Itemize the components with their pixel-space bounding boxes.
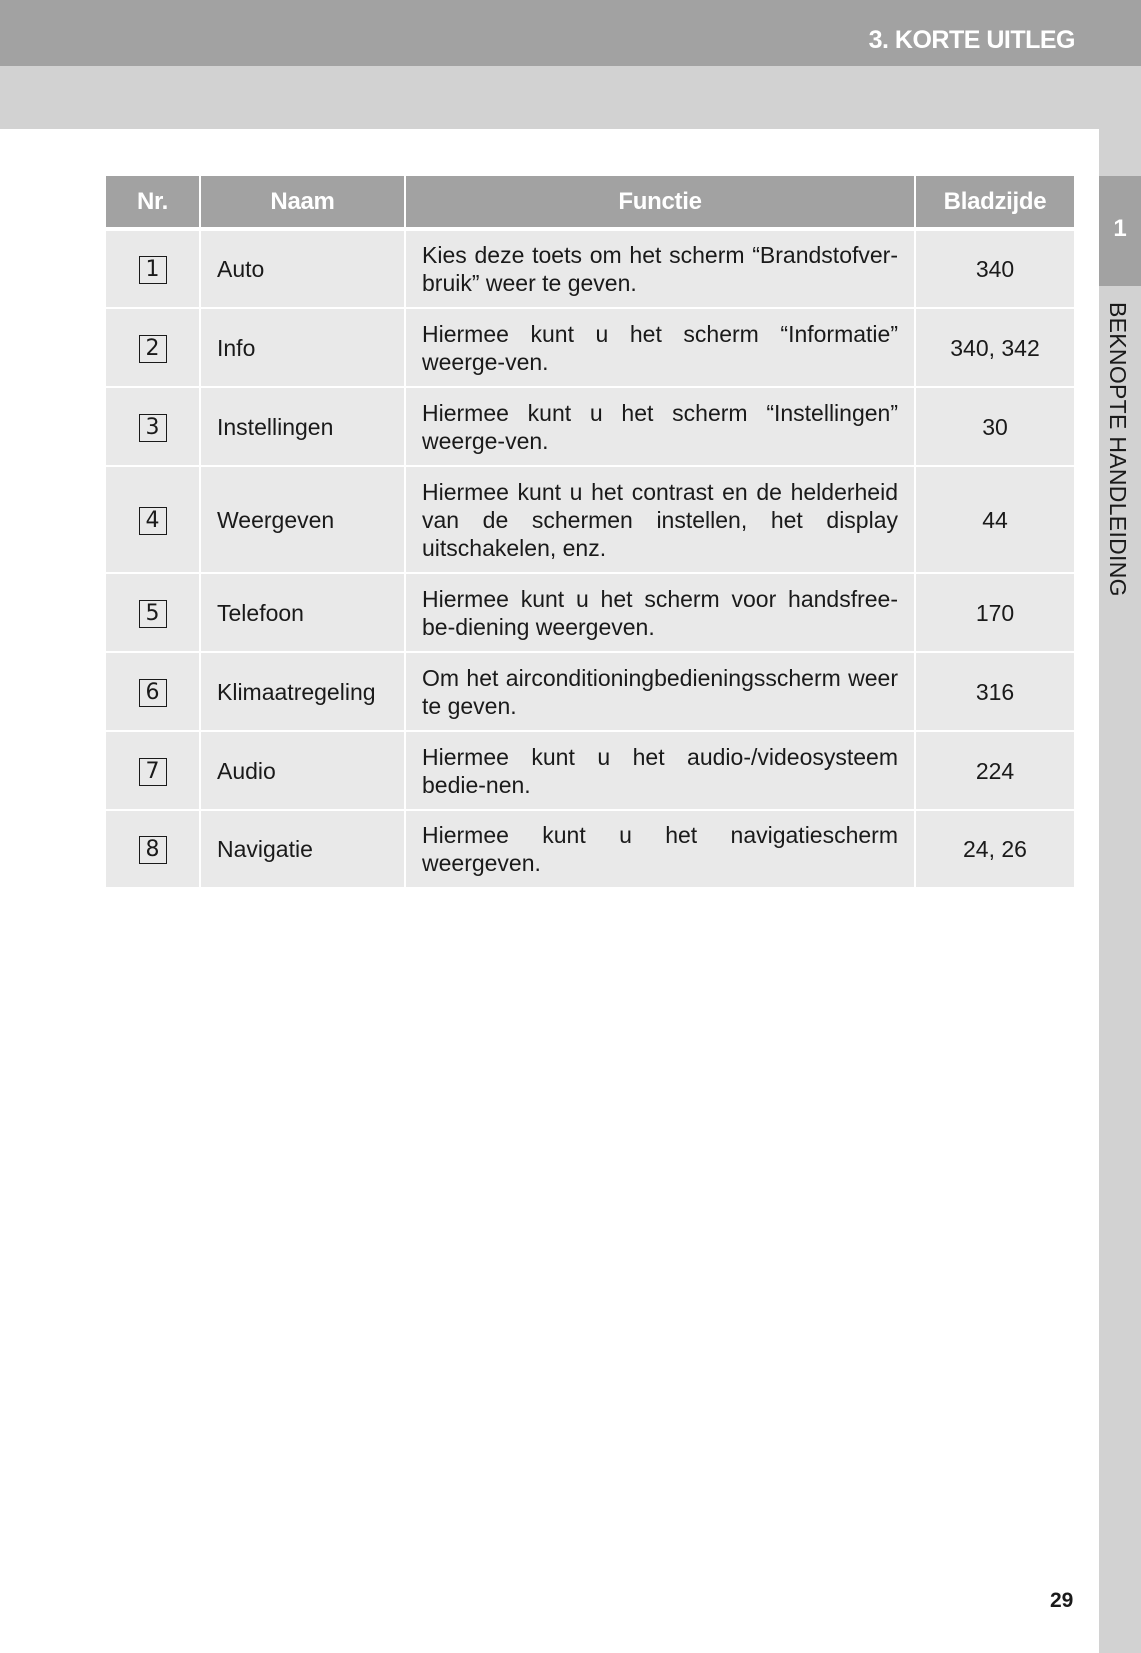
row-naam: Telefoon xyxy=(200,573,405,652)
row-functie: Kies deze toets om het scherm “Brandstofver-bruik” weer te geven. xyxy=(405,229,915,308)
row-bladzijde: 170 xyxy=(915,573,1074,652)
row-functie: Hiermee kunt u het scherm “Instellingen” weerge-ven. xyxy=(405,387,915,466)
row-nr-cell xyxy=(106,573,200,652)
table-row xyxy=(106,652,1074,731)
table-row xyxy=(106,731,1074,810)
number-box: 4 xyxy=(139,507,167,535)
row-naam: Klimaatregeling xyxy=(200,652,405,731)
row-naam: Navigatie xyxy=(200,810,405,888)
table-row xyxy=(106,229,1074,308)
number-box: 6 xyxy=(139,679,167,707)
table-row xyxy=(106,466,1074,573)
row-naam: Auto xyxy=(200,229,405,308)
function-table xyxy=(106,176,1074,889)
number-box: 2 xyxy=(139,335,167,363)
row-nr-cell xyxy=(106,466,200,573)
table-header-row xyxy=(106,176,1074,229)
row-nr-cell xyxy=(106,652,200,731)
row-functie: Hiermee kunt u het scherm voor handsfree-be-diening weergeven. xyxy=(405,573,915,652)
number-box: 1 xyxy=(139,256,167,284)
header-band xyxy=(0,66,1141,129)
chapter-label: BEKNOPTE HANDLEIDING xyxy=(1105,302,1131,597)
row-naam: Weergeven xyxy=(200,466,405,573)
row-bladzijde: 224 xyxy=(915,731,1074,810)
row-bladzijde: 30 xyxy=(915,387,1074,466)
row-bladzijde: 316 xyxy=(915,652,1074,731)
row-functie: Hiermee kunt u het navigatiescherm weergeven. xyxy=(405,810,915,888)
row-bladzijde: 24, 26 xyxy=(915,810,1074,888)
header-bladzijde: Bladzijde xyxy=(915,176,1074,229)
row-nr-cell xyxy=(106,387,200,466)
row-bladzijde: 44 xyxy=(915,466,1074,573)
header-nr: Nr. xyxy=(106,176,200,229)
row-functie: Hiermee kunt u het contrast en de helderheid van de schermen instellen, het display uitschakelen, enz. xyxy=(405,466,915,573)
number-box: 5 xyxy=(139,600,167,628)
header-naam: Naam xyxy=(200,176,405,229)
row-naam: Audio xyxy=(200,731,405,810)
row-nr-cell xyxy=(106,229,200,308)
row-bladzijde: 340 xyxy=(915,229,1074,308)
chapter-number: 1 xyxy=(1113,215,1127,242)
header-functie: Functie xyxy=(405,176,915,229)
row-functie: Om het airconditioningbedieningsscherm weer te geven. xyxy=(405,652,915,731)
row-bladzijde: 340, 342 xyxy=(915,308,1074,387)
number-box: 8 xyxy=(139,836,167,864)
table-row xyxy=(106,308,1074,387)
table-row xyxy=(106,387,1074,466)
row-functie: Hiermee kunt u het scherm “Informatie” weerge-ven. xyxy=(405,308,915,387)
row-naam: Info xyxy=(200,308,405,387)
row-nr-cell xyxy=(106,308,200,387)
table-row xyxy=(106,810,1074,888)
page-number: 29 xyxy=(1050,1589,1074,1612)
number-box: 3 xyxy=(139,414,167,442)
section-title: 3. KORTE UITLEG xyxy=(868,26,1075,54)
row-nr-cell xyxy=(106,810,200,888)
row-nr-cell xyxy=(106,731,200,810)
row-functie: Hiermee kunt u het audio-/videosysteem bedie-nen. xyxy=(405,731,915,810)
row-naam: Instellingen xyxy=(200,387,405,466)
table-row xyxy=(106,573,1074,652)
number-box: 7 xyxy=(139,758,167,786)
